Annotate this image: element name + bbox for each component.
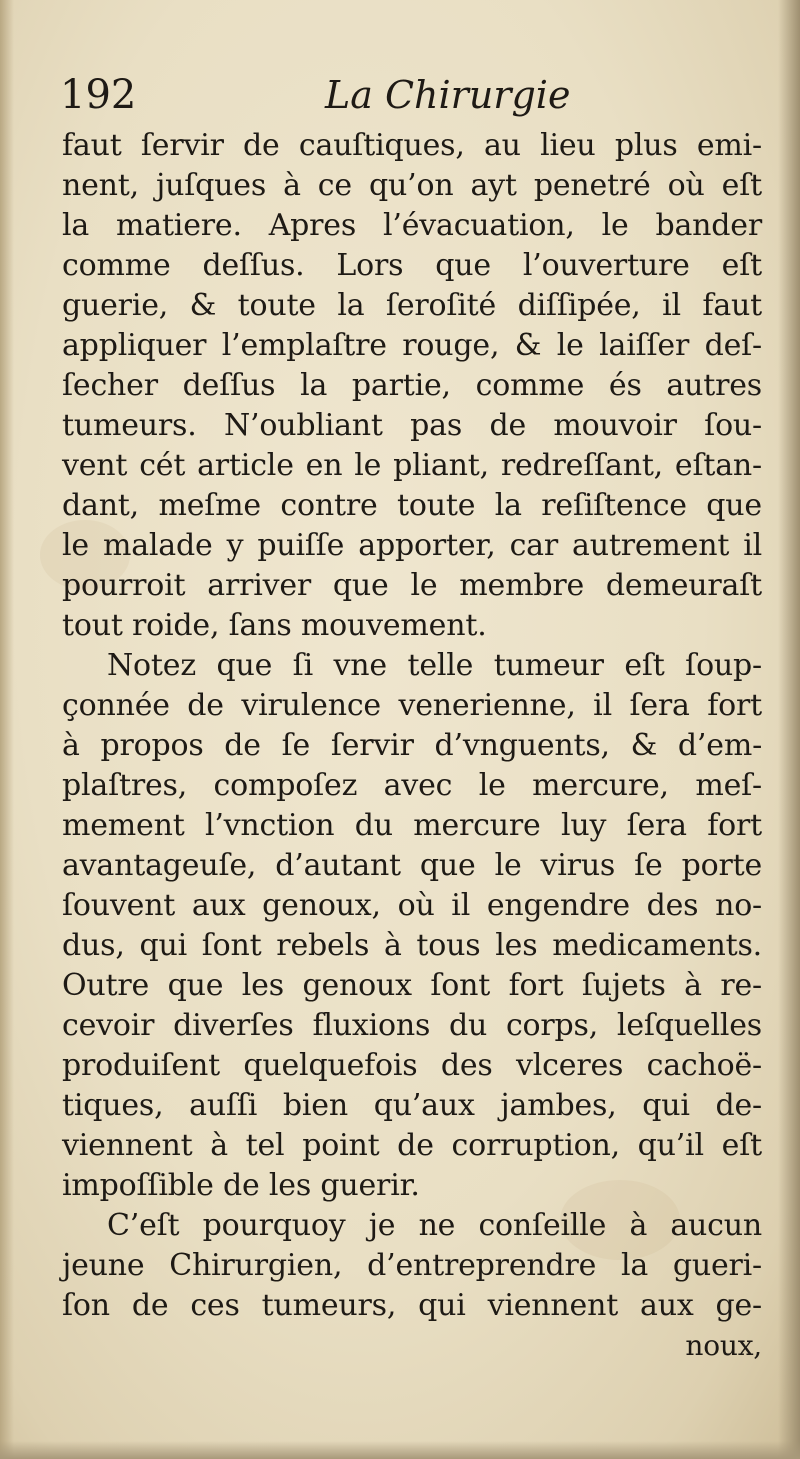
text-line: ſouvent aux genoux, où il engendre des no- xyxy=(62,888,762,923)
text-line: appliquer l’emplaſtre rouge, & le laiſſer deſ- xyxy=(62,328,762,363)
running-title: La Chirurgie xyxy=(325,73,571,117)
text-line: à propos de ſe ſervir d’vnguents, & d’em- xyxy=(62,728,762,763)
page-body xyxy=(62,126,762,1366)
text-line: Outre que les genoux ſont fort ſujets à re- xyxy=(62,968,762,1003)
text-line: nent, juſques à ce qu’on ayt penetré où eſt xyxy=(62,168,762,203)
text-line: faut ſervir de cauſtiques, au lieu plus emi- xyxy=(62,128,762,163)
text-line: pourroit arriver que le membre demeuraſt xyxy=(62,568,762,603)
text-line: produiſent quelquefois des vlceres cachoë- xyxy=(62,1048,762,1083)
text-line: C’eſt pourquoy je ne conſeille à aucun xyxy=(107,1208,762,1243)
text-line: la matiere. Apres l’évacuation, le bander xyxy=(62,208,762,243)
text-line: dus, qui ſont rebels à tous les medicaments. xyxy=(62,928,762,963)
text-line: impoſſible de les guerir. xyxy=(62,1168,420,1203)
text-line: guerie, & toute la ſeroſité diſſipée, il faut xyxy=(62,288,762,323)
page-header xyxy=(60,70,760,120)
text-line: Notez que ſi vne telle tumeur eſt ſoup- xyxy=(107,648,762,683)
text-line: le malade y puiſſe apporter, car autrement il xyxy=(62,528,762,563)
text-line: tiques, auſſi bien qu’aux jambes, qui de- xyxy=(62,1088,762,1123)
page-number: 192 xyxy=(60,72,137,118)
text-line: tumeurs. N’oubliant pas de mouvoir ſou- xyxy=(62,408,762,443)
text-line: çonnée de virulence venerienne, il ſera fort xyxy=(62,688,762,723)
page-edge-right xyxy=(778,0,800,1459)
text-line: dant, meſme contre toute la reſiſtence que xyxy=(62,488,762,523)
catchword: noux, xyxy=(685,1329,762,1362)
text-line: mement l’vnction du mercure luy ſera fort xyxy=(62,808,762,843)
page-edge-left xyxy=(0,0,14,1459)
text-line: ſon de ces tumeurs, qui viennent aux ge- xyxy=(62,1288,762,1323)
text-line: jeune Chirurgien, d’entreprendre la gueri- xyxy=(62,1248,762,1283)
page-edge-bottom xyxy=(0,1441,800,1459)
text-line: ſecher deſſus la partie, comme és autres xyxy=(62,368,762,403)
text-line: cevoir diverſes fluxions du corps, leſquelles xyxy=(62,1008,762,1043)
text-line: avantageuſe, d’autant que le virus ſe porte xyxy=(62,848,762,883)
text-line: plaſtres, compoſez avec le mercure, meſ- xyxy=(62,768,762,803)
text-line: viennent à tel point de corruption, qu’il eſt xyxy=(62,1128,762,1163)
text-line: comme deſſus. Lors que l’ouverture eſt xyxy=(62,248,762,283)
text-line: vent cét article en le pliant, redreſſant, eſtan- xyxy=(62,448,762,483)
text-line: tout roide, ſans mouvement. xyxy=(62,608,487,643)
